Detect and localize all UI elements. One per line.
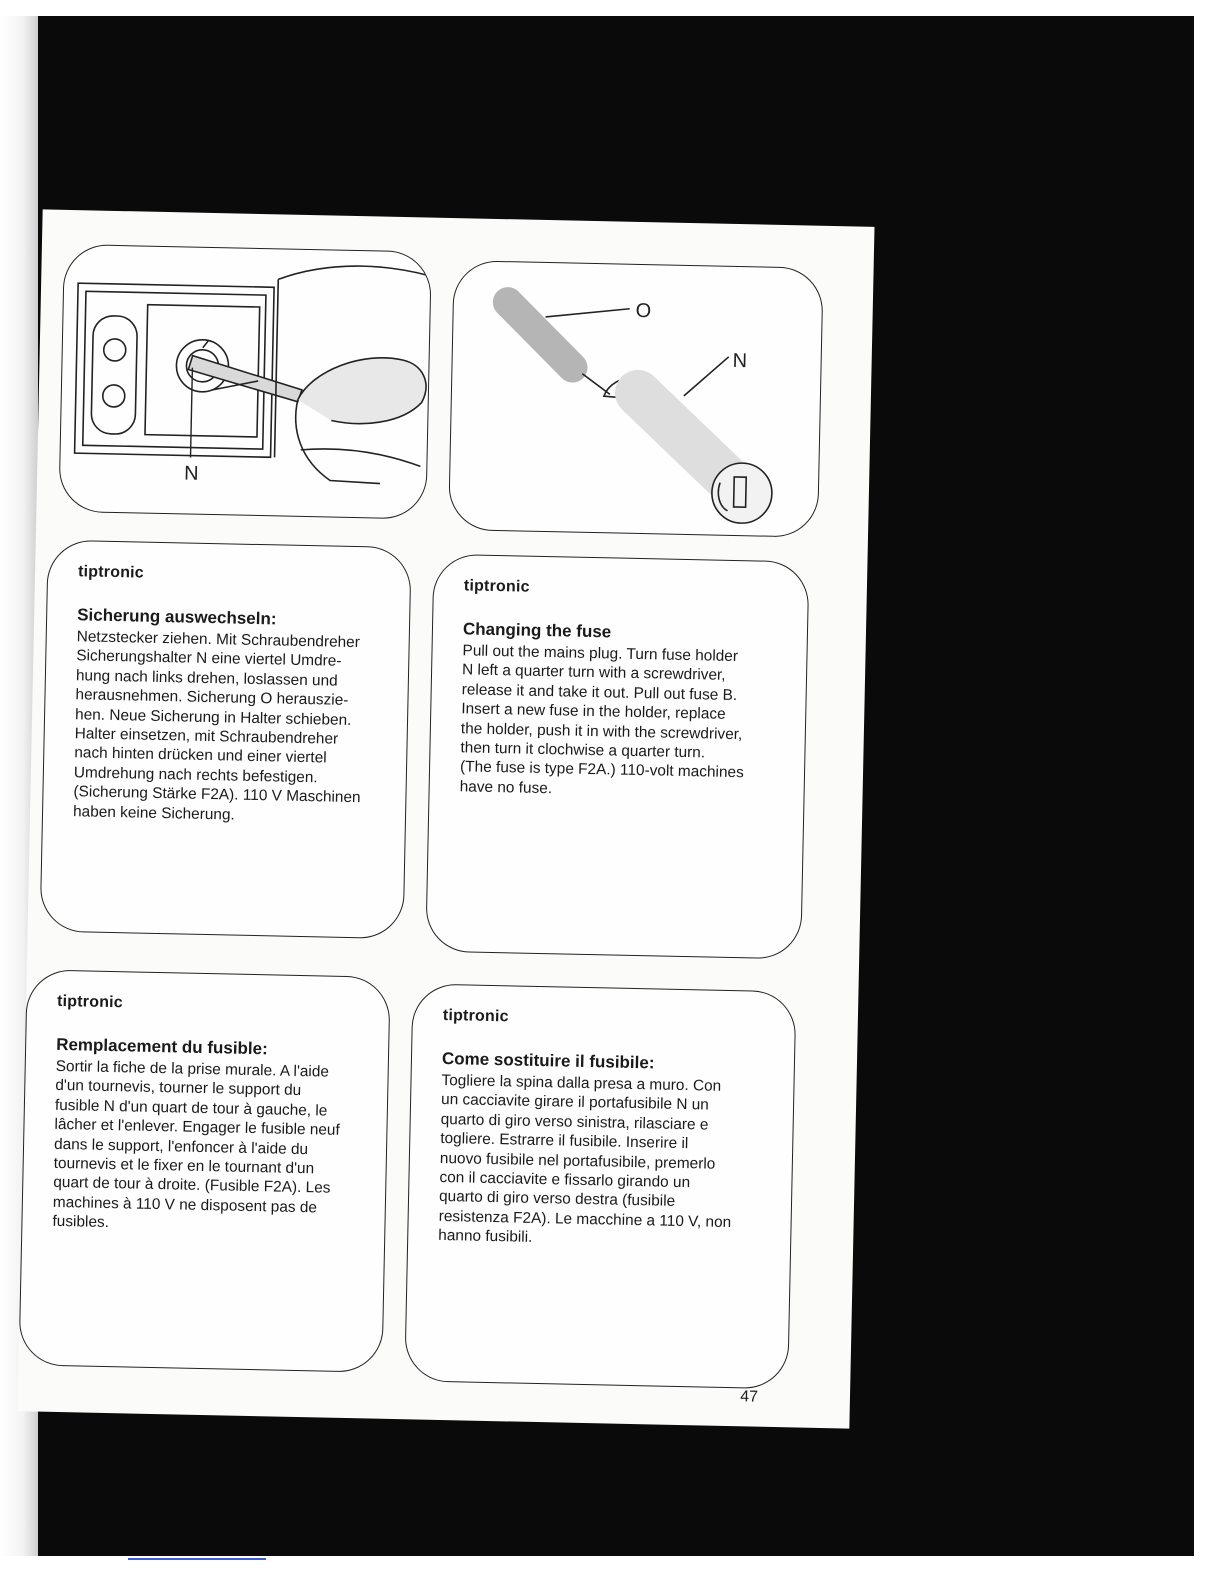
illustration-socket-panel	[58, 244, 432, 520]
brand-label: tiptronic	[77, 563, 145, 582]
socket-fuse-holder-illustration	[59, 245, 432, 520]
section-heading: Come sostituire il fusibile:	[441, 1048, 655, 1073]
section-body: Togliere la spina dalla presa a muro. Con un cacciavite girare il portafusibile N un quarto di giro verso sinistra, rilasciare e togliere. Estrarre il fusibile. Inserire il nuovo fusibile nel portafusibile, premerlo con il cacciavite e fissarlo girando un quarto di giro verso destra (fusibile resistenza F2A). Le macchine a 110 V, non hanno fusibili.	[438, 1071, 732, 1247]
section-heading: Remplacement du fusible:	[55, 1034, 268, 1059]
illustration-fuse-panel	[448, 260, 824, 538]
section-body: Sortir la fiche de la prise murale. A l'aide d'un tournevis, tourner le support du fusible N d'un quart de tour à gauche, le lâcher et l'enlever. Engager le fusible neuf dans le support, l'enfoncer à l'aide du tournevis et le fixer en le tournant d'un quart de tour à droite. (Fusible F2A). Les machines à 110 V ne disposent pas de fusibles.	[52, 1057, 340, 1232]
section-heading: Changing the fuse	[462, 619, 612, 642]
callout-label-n-holder: N	[732, 349, 748, 373]
scan-artifact-line	[128, 1558, 266, 1560]
fuse-and-holder-illustration	[449, 261, 824, 538]
section-german	[40, 540, 412, 940]
page-number: 47	[739, 1388, 759, 1406]
callout-label-o: O	[635, 299, 652, 323]
section-french	[18, 969, 390, 1373]
section-english	[425, 554, 809, 960]
callout-label-n: N	[183, 462, 199, 485]
section-body: Pull out the mains plug. Turn fuse holder N left a quarter turn with a screwdriver, release it and take it out. Pull out fuse B. Insert a new fuse in the holder, replace the holder, push it in with the screwdriver, then turn it clochwise a quarter turn. (The fuse is type F2A.) 110-volt machines have no fuse.	[459, 642, 744, 798]
brand-label: tiptronic	[56, 992, 124, 1012]
brand-label: tiptronic	[442, 1006, 509, 1026]
section-italian	[404, 983, 796, 1389]
brand-label: tiptronic	[463, 577, 530, 596]
section-heading: Sicherung auswechseln:	[76, 605, 277, 629]
manual-page	[18, 209, 875, 1428]
section-body: Netzstecker ziehen. Mit Schraubendreher Sicherungshalter N eine viertel Umdre- hung nach links drehen, loslassen und herausnehmen. Sicherung O herauszie- hen. Neue Sicherung in Halter schieben. Halter einsetzen, mit Schraubendreher nach hinten drücken und einer viertel Umdrehung nach rechts befestigen. (Sicherung Stärke F2A). 110 V Maschinen haben keine Sicherung.	[72, 628, 361, 824]
